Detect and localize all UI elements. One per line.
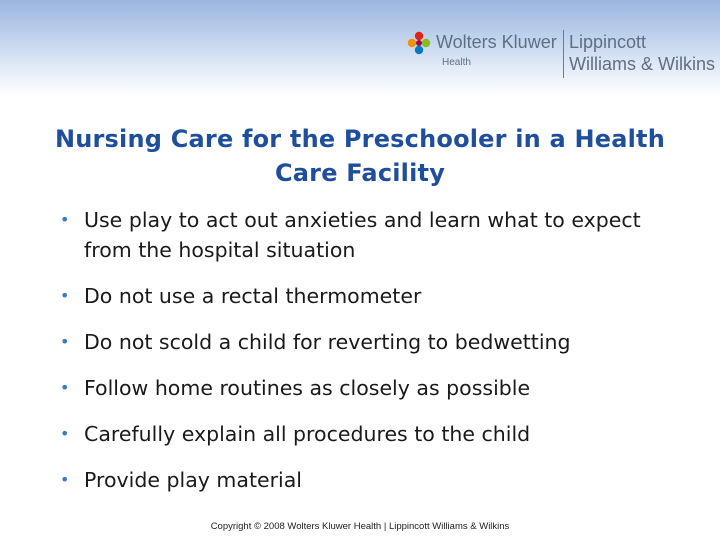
bullet-item — [56, 205, 686, 265]
bullet-text: Use play to act out anxieties and learn what to expect from the hospital situation — [84, 208, 641, 262]
bullet-item — [56, 465, 686, 495]
wolters-kluwer-logo-icon — [406, 30, 432, 56]
brand-primary: Wolters Kluwer — [436, 32, 557, 52]
bullet-text: Do not scold a child for reverting to bedwetting — [84, 330, 571, 354]
bullet-item — [56, 419, 686, 449]
bullet-icon: • — [60, 210, 70, 229]
brand-division: Health — [442, 57, 471, 68]
bullet-icon: • — [60, 424, 70, 443]
bullet-list — [56, 205, 686, 511]
bullet-icon: • — [60, 470, 70, 489]
brand-secondary-line2: Williams & Wilkins — [569, 54, 715, 74]
slide-title: Nursing Care for the Preschooler in a Health Care Facility — [54, 125, 666, 187]
bullet-item — [56, 281, 686, 311]
bullet-item — [56, 373, 686, 403]
bullet-item — [56, 327, 686, 357]
bullet-icon: • — [60, 286, 70, 305]
bullet-text: Do not use a rectal thermometer — [84, 284, 422, 308]
copyright-footer: Copyright © 2008 Wolters Kluwer Health | Lippincott Williams & Wilkins — [210, 521, 510, 532]
publisher-logo — [406, 28, 716, 80]
bullet-icon: • — [60, 378, 70, 397]
brand-secondary-line1: Lippincott — [569, 32, 647, 52]
bullet-text: Provide play material — [84, 468, 302, 492]
header-band — [0, 0, 720, 96]
bullet-text: Follow home routines as closely as possible — [84, 376, 531, 400]
bullet-text: Carefully explain all procedures to the child — [84, 422, 531, 446]
bullet-icon: • — [60, 332, 70, 351]
logo-divider — [563, 30, 564, 78]
